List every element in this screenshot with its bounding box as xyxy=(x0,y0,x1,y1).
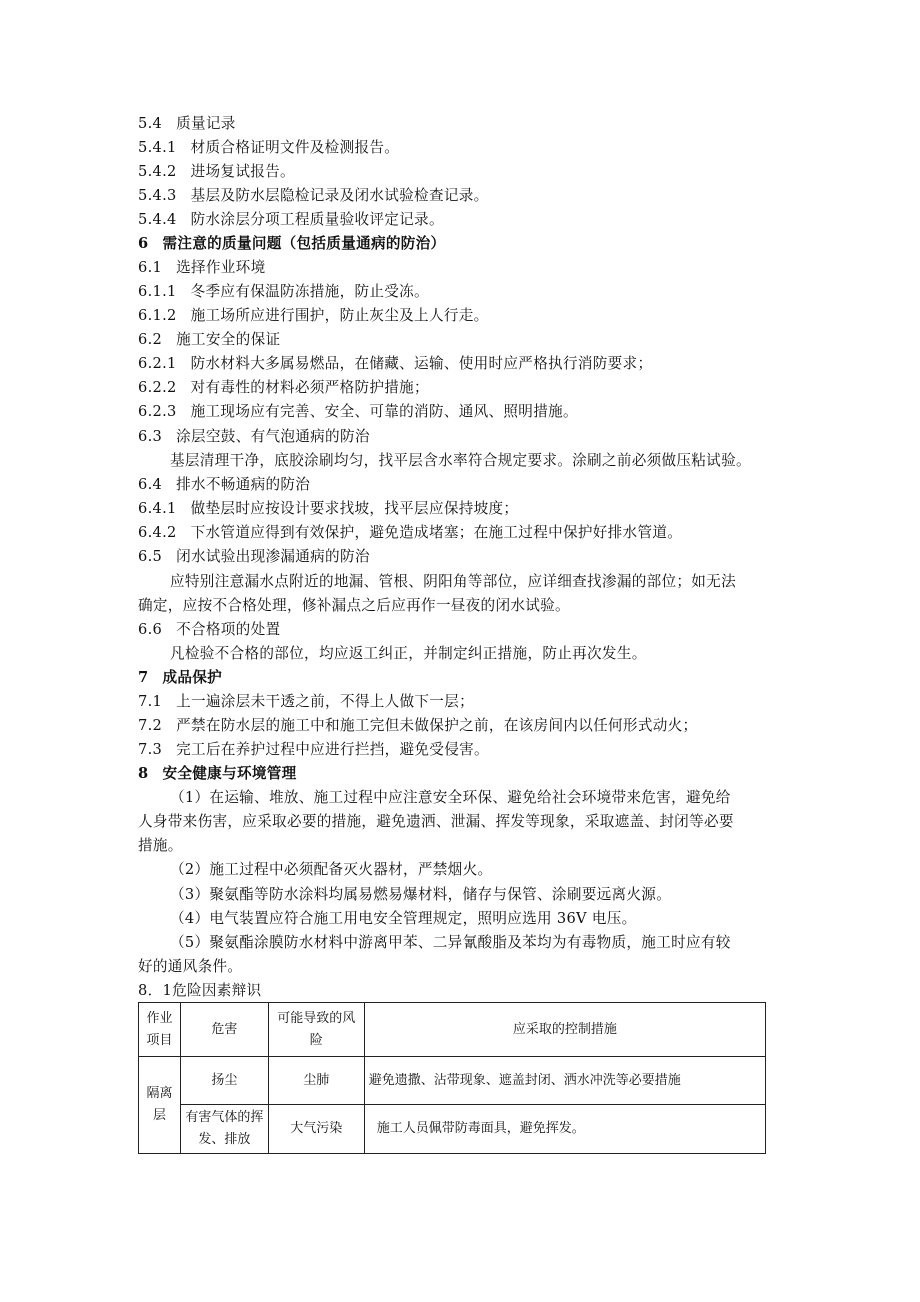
paragraph-8-3: （3）聚氨酯等防水涂料均属易燃易爆材料，储存与保管、涂刷要远离火源。 xyxy=(170,886,672,903)
hazard-cell: 扬尘 xyxy=(180,1057,268,1105)
paragraph-8-4: （4）电气装置应符合施工用电安全管理规定，照明应选用 36V 电压。 xyxy=(170,910,637,927)
item-7-2: 7.2 严禁在防水层的施工中和施工完但未做保护之前，在该房间内以任何形式动火； xyxy=(138,717,698,734)
item-5-4-1: 5.4.1 材质合格证明文件及检测报告。 xyxy=(138,139,400,156)
section-6-heading: 6 需注意的质量问题（包括质量通病的防治） xyxy=(138,235,446,252)
paragraph-8-1-line1: （1）在运输、堆放、施工过程中应注意安全环保、避免给社会环境带来危害，避免给 xyxy=(170,789,731,806)
table-row xyxy=(139,1105,766,1154)
measure-cell: 施工人员佩带防毒面具，避免挥发。 xyxy=(364,1105,765,1154)
item-6-4-1: 6.4.1 做垫层时应按设计要求找坡，找平层应保持坡度； xyxy=(138,500,519,517)
item-5-4-2: 5.4.2 进场复试报告。 xyxy=(138,163,295,180)
section-7-heading: 7 成品保护 xyxy=(138,669,223,686)
heading-6-1: 6.1 选择作业环境 xyxy=(138,259,266,276)
measure-cell: 避免遗撒、沾带现象、遮盖封闭、洒水冲洗等必要措施 xyxy=(364,1057,765,1105)
item-5-4-3: 5.4.3 基层及防水层隐检记录及闭水试验检查记录。 xyxy=(138,187,489,204)
heading-6-4: 6.4 排水不畅通病的防治 xyxy=(138,476,311,493)
risk-cell: 大气污染 xyxy=(268,1105,364,1154)
heading-6-5: 6.5 闭水试验出现渗漏通病的防治 xyxy=(138,548,370,565)
heading-5-4: 5.4 质量记录 xyxy=(138,115,236,132)
header-hazard: 危害 xyxy=(180,1003,268,1057)
heading-6-2: 6.2 施工安全的保证 xyxy=(138,331,281,348)
heading-6-6: 6.6 不合格项的处置 xyxy=(138,621,281,638)
paragraph-8-1-line2: 人身带来伤害，应采取必要的措施，避免遗洒、泄漏、挥发等现象，采取遮盖、封闭等必要 xyxy=(138,813,734,830)
table-header-row xyxy=(139,1003,766,1057)
group-label: 隔离层 xyxy=(139,1057,181,1154)
paragraph-8-2: （2）施工过程中必须配备灭火器材，严禁烟火。 xyxy=(170,861,493,878)
paragraph-6-3: 基层清理干净，底胶涂刷均匀，找平层含水率符合规定要求。涂刷之前必须做压粘试验。 xyxy=(170,452,751,469)
heading-8-1: 8．1危险因素辩识 xyxy=(138,982,262,999)
heading-6-3: 6.3 涂层空鼓、有气泡通病的防治 xyxy=(138,428,370,445)
item-7-3: 7.3 完工后在养护过程中应进行拦挡，避免受侵害。 xyxy=(138,741,489,758)
item-5-4-4: 5.4.4 防水涂层分项工程质量验收评定记录。 xyxy=(138,211,444,228)
hazard-table xyxy=(138,1002,766,1154)
header-work-item: 作业项目 xyxy=(139,1003,181,1057)
paragraph-6-5-line1: 应特别注意漏水点附近的地漏、管根、阴阳角等部位，应详细查找渗漏的部位；如无法 xyxy=(170,573,736,590)
item-6-2-2: 6.2.2 对有毒性的材料必须严格防护措施； xyxy=(138,379,429,396)
item-6-4-2: 6.4.2 下水管道应得到有效保护，避免造成堵塞；在施工过程中保护好排水管道。 xyxy=(138,524,683,541)
item-6-1-1: 6.1.1 冬季应有保温防冻措施，防止受冻。 xyxy=(138,283,429,300)
item-6-2-1: 6.2.1 防水材料大多属易燃品，在储藏、运输、使用时应严格执行消防要求； xyxy=(138,355,653,372)
item-6-1-2: 6.1.2 施工场所应进行围护，防止灰尘及上人行走。 xyxy=(138,307,489,324)
paragraph-8-5-line1: （5）聚氨酯涂膜防水材料中游离甲苯、二异氰酸脂及苯均为有毒物质，施工时应有较 xyxy=(170,934,731,951)
paragraph-6-5-line2: 确定，应按不合格处理，修补漏点之后应再作一昼夜的闭水试验。 xyxy=(138,597,570,614)
item-7-1: 7.1 上一遍涂层未干透之前，不得上人做下一层； xyxy=(138,693,474,710)
paragraph-6-6: 凡检验不合格的部位，均应返工纠正，并制定纠正措施，防止再次发生。 xyxy=(170,645,647,662)
risk-cell: 尘肺 xyxy=(268,1057,364,1105)
hazard-cell: 有害气体的挥发、排放 xyxy=(180,1105,268,1154)
table-row xyxy=(139,1057,766,1105)
header-risk: 可能导致的风险 xyxy=(268,1003,364,1057)
paragraph-8-5-line2: 好的通风条件。 xyxy=(138,958,243,975)
paragraph-8-1-line3: 措施。 xyxy=(138,837,183,854)
section-8-heading: 8 安全健康与环境管理 xyxy=(138,765,297,782)
header-measures: 应采取的控制措施 xyxy=(364,1003,765,1057)
item-6-2-3: 6.2.3 施工现场应有完善、安全、可靠的消防、通风、照明措施。 xyxy=(138,403,578,420)
